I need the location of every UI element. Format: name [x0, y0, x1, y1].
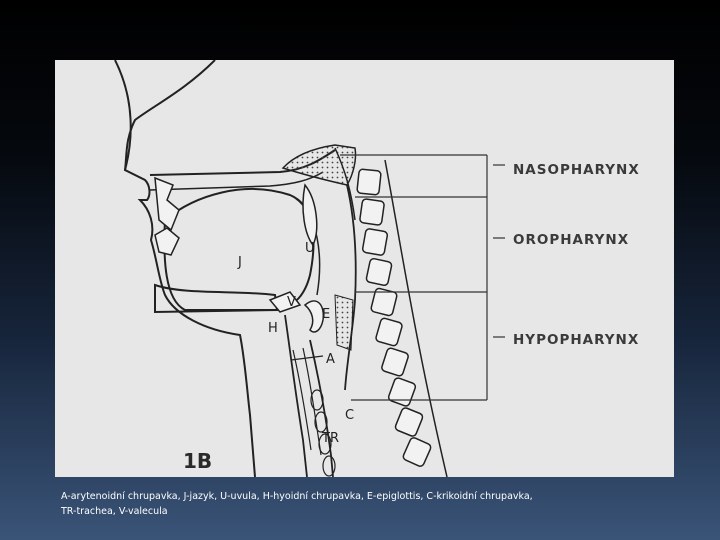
caption-line-1: A-arytenoidní chrupavka, J-jazyk, U-uvula, H-hyoidní chrupavka, E-epiglottis, C-krikoidní chrupavka,: [61, 491, 533, 502]
label-u: U: [305, 241, 315, 256]
label-oropharynx: OROPHARYNX: [513, 232, 630, 248]
hypopharynx-shaded: [335, 295, 353, 350]
label-a: A: [326, 352, 335, 367]
caption-line-2: TR-trachea, V-valecula: [61, 506, 168, 517]
pharynx-diagram: [55, 60, 674, 477]
label-hypopharynx: HYPOPHARYNX: [513, 332, 640, 348]
label-h: H: [268, 321, 278, 336]
label-nasopharynx: NASOPHARYNX: [513, 162, 640, 178]
label-e: E: [322, 307, 331, 322]
label-c: C: [345, 408, 355, 423]
label-j: J: [238, 255, 242, 270]
figure-number: 1B: [183, 449, 213, 473]
label-tr: TR: [322, 431, 339, 446]
caption: [61, 489, 661, 519]
label-v: V: [287, 295, 296, 310]
